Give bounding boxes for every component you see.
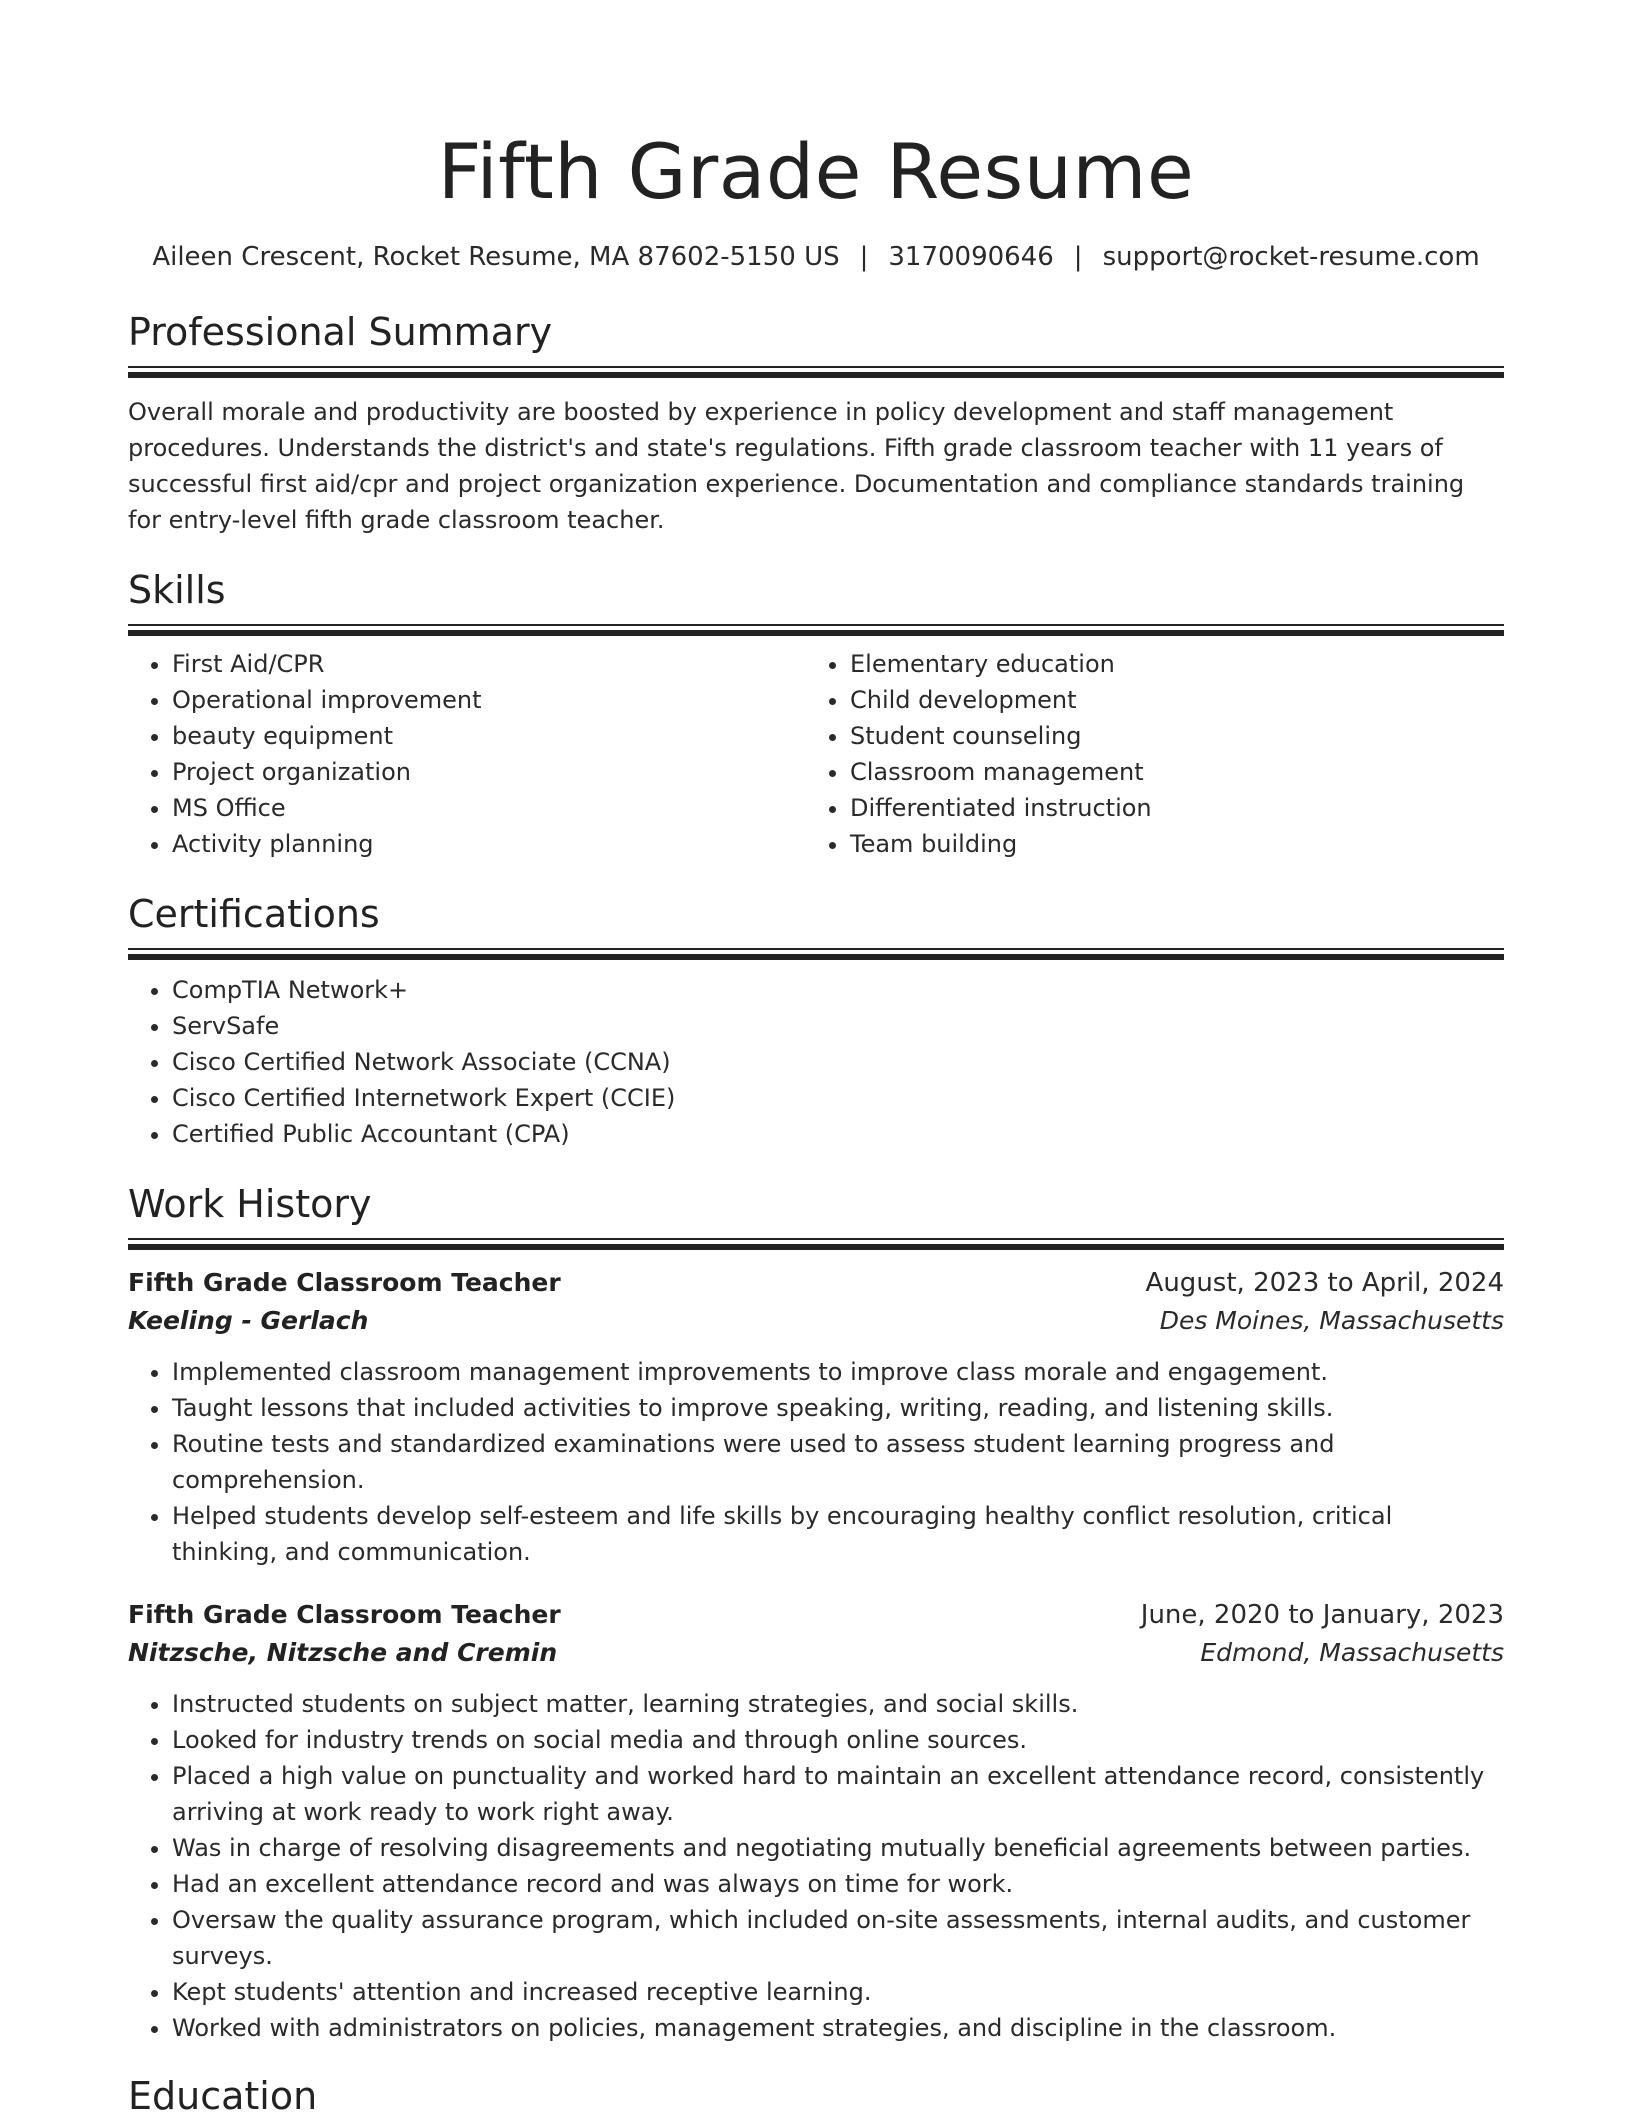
certifications-section [128,890,1504,1152]
section-divider [128,948,1504,962]
skill-item: • Child development [850,682,1484,718]
job-bullet: • Worked with administrators on policies, management strategies, and discipline in the classroom. [172,2010,1504,2046]
job-entry [128,1264,1504,1570]
certification-item: • Cisco Certified Network Associate (CCNA) [172,1044,1504,1080]
summary-heading: Professional Summary [128,310,553,354]
education-heading: Education [128,2074,318,2118]
resume-page [128,0,1504,2120]
resume-title: Fifth Grade Resume [437,127,1195,216]
skill-item: • Activity planning [172,826,806,862]
job-dates: August, 2023 to April, 2024 [1145,1268,1504,1298]
contact-separator: | [1073,242,1083,272]
section-divider [128,624,1504,638]
certification-item: • Certified Public Accountant (CPA) [172,1116,1504,1152]
contact-separator: | [859,242,869,272]
skill-item: • MS Office [172,790,806,826]
skill-item: • Elementary education [850,646,1484,682]
job-employer: Keeling - Gerlach [128,1306,369,1335]
skills-grid [128,646,1504,862]
contact-phone: 3170090646 [888,242,1054,272]
skill-item: • beauty equipment [172,718,806,754]
certification-item: • CompTIA Network+ [172,972,1504,1008]
certification-item: • Cisco Certified Internetwork Expert (CCIE) [172,1080,1504,1116]
skill-item: • Team building [850,826,1484,862]
job-bullet: • Taught lessons that included activities to improve speaking, writing, reading, and listening skills. [172,1390,1504,1426]
skills-section [128,566,1504,862]
job-title: Fifth Grade Classroom Teacher [128,1268,561,1297]
summary-section [128,308,1504,538]
job-bullet: • Oversaw the quality assurance program, which included on-site assessments, internal audits, and customer surveys. [172,1902,1504,1974]
skill-item: • Operational improvement [172,682,806,718]
skills-heading: Skills [128,568,226,612]
job-bullet: • Kept students' attention and increased receptive learning. [172,1974,1504,2010]
job-location: Edmond, Massachusetts [1200,1638,1504,1667]
job-title: Fifth Grade Classroom Teacher [128,1600,561,1629]
certification-item: • ServSafe [172,1008,1504,1044]
skill-item: • Project organization [172,754,806,790]
job-bullet: • Helped students develop self-esteem and life skills by encouraging healthy conflict resolution, critical thinking, and communication. [172,1498,1504,1570]
job-bullet: • Was in charge of resolving disagreements and negotiating mutually beneficial agreements between parties. [172,1830,1504,1866]
work-history-section [128,1180,1504,2046]
job-entry [128,1596,1504,2046]
section-divider [128,1238,1504,1252]
job-employer: Nitzsche, Nitzsche and Cremin [128,1638,558,1667]
job-bullet: • Placed a high value on punctuality and worked hard to maintain an excellent attendance record, consistently arriving at work ready to work right away. [172,1758,1504,1830]
skills-column-left [128,646,806,862]
section-divider [128,366,1504,380]
job-location: Des Moines, Massachusetts [1159,1306,1504,1335]
summary-text: Overall morale and productivity are boosted by experience in policy development and staff management procedures. Understands the district's and state's regulations. Fifth grade classroom teacher with 11 years of successful first aid/cpr and project organization experience. Documentation and compliance standards training for entry-level fifth grade classroom teacher. [128,398,1465,534]
job-bullet: • Instructed students on subject matter, learning strategies, and social skills. [172,1686,1504,1722]
contact-line [128,240,1504,274]
work-history-heading: Work History [128,1182,372,1226]
education-section [128,2072,1504,2120]
skill-item: • Classroom management [850,754,1484,790]
job-bullet: • Implemented classroom management improvements to improve class morale and engagement. [172,1354,1504,1390]
skills-column-right [806,646,1484,862]
job-bullet: • Looked for industry trends on social media and through online sources. [172,1722,1504,1758]
skill-item: • Student counseling [850,718,1484,754]
job-bullet: • Had an excellent attendance record and was always on time for work. [172,1866,1504,1902]
job-bullet: • Routine tests and standardized examinations were used to assess student learning progress and comprehension. [172,1426,1504,1498]
contact-email: support@rocket-resume.com [1102,242,1480,272]
job-dates: June, 2020 to January, 2023 [1140,1600,1504,1630]
skill-item: • Differentiated instruction [850,790,1484,826]
certifications-heading: Certifications [128,892,380,936]
skill-item: • First Aid/CPR [172,646,806,682]
contact-address: Aileen Crescent, Rocket Resume, MA 87602-5150 US [152,242,840,272]
